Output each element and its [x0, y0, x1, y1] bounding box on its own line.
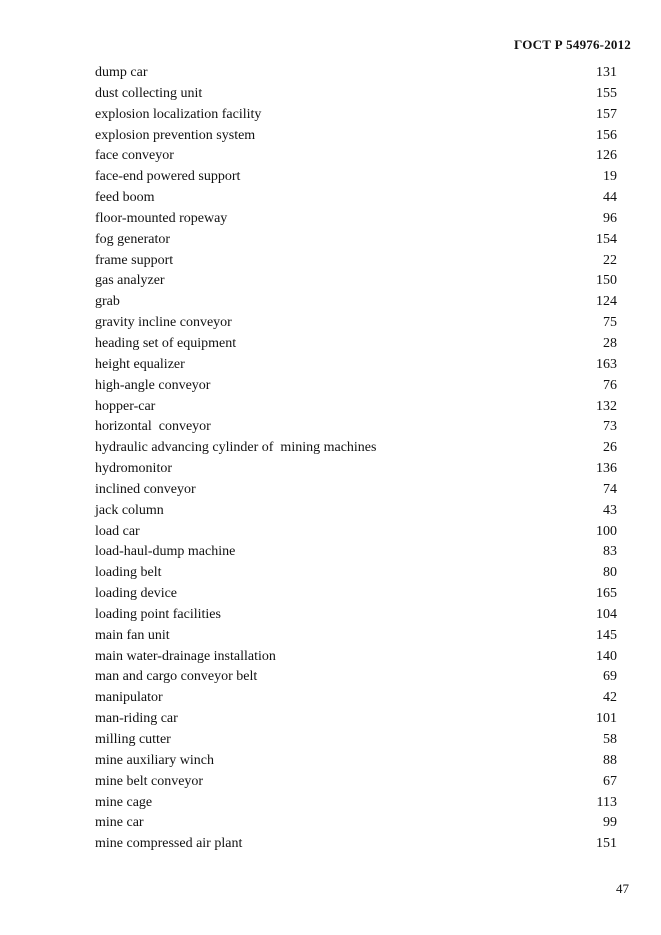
index-page-ref: 101 — [596, 711, 617, 727]
index-entry — [95, 751, 617, 772]
index-entry — [95, 688, 617, 709]
index-term: load-haul-dump machine — [95, 544, 236, 560]
index-term: frame support — [95, 252, 174, 268]
index-term: dust collecting unit — [95, 85, 203, 101]
index-term: mine car — [95, 815, 144, 831]
index-entry — [95, 834, 617, 855]
index-term: high-angle conveyor — [95, 377, 211, 393]
index-term: heading set of equipment — [95, 335, 237, 351]
index-page-ref: 58 — [603, 732, 617, 747]
index-page-ref: 151 — [596, 836, 617, 852]
index-term: floor-mounted ropeway — [95, 210, 228, 226]
index-entry — [95, 63, 617, 84]
index-page-ref: 43 — [603, 502, 617, 518]
index-term: manipulator — [95, 690, 163, 706]
index-term: gravity incline conveyor — [95, 315, 232, 331]
index-term: milling cutter — [95, 732, 171, 747]
index-entry — [95, 793, 617, 814]
index-page-ref: 155 — [596, 85, 617, 101]
index-entry — [95, 563, 617, 584]
index-page-ref: 140 — [596, 648, 617, 664]
index-page-ref: 19 — [603, 169, 617, 185]
index-entry — [95, 313, 617, 334]
index-entry — [95, 417, 617, 438]
index-entry — [95, 542, 617, 563]
index-term: mine auxiliary winch — [95, 752, 214, 768]
index-term: man-riding car — [95, 711, 178, 727]
index-entry — [95, 813, 617, 834]
index-term: hydraulic advancing cylinder of mining machines — [95, 440, 377, 456]
index-term: load car — [95, 523, 140, 539]
index-term: gas analyzer — [95, 273, 165, 289]
index-page-ref: 76 — [603, 377, 617, 393]
index-entry — [95, 84, 617, 105]
index-term: man and cargo conveyor belt — [95, 669, 258, 685]
index-term: dump car — [95, 65, 148, 80]
index-entry — [95, 480, 617, 501]
index-entry — [95, 376, 617, 397]
index-term: fog generator — [95, 231, 171, 247]
index-page-ref: 132 — [596, 398, 617, 414]
index-page-ref: 126 — [596, 148, 617, 164]
index-page-ref: 163 — [596, 356, 617, 372]
index-page-ref: 42 — [603, 690, 617, 706]
index-entry — [95, 459, 617, 480]
index-page-ref: 73 — [603, 419, 617, 435]
document-header-standard-id: ГОСТ Р 54976-2012 — [514, 37, 631, 52]
index-page-ref: 157 — [596, 106, 617, 122]
index-term: face-end powered support — [95, 169, 241, 185]
index-page-ref: 67 — [603, 773, 617, 789]
index-term: mine cage — [95, 794, 153, 810]
index-page-ref: 145 — [596, 627, 617, 643]
index-page-ref: 104 — [596, 606, 617, 622]
index-page-ref: 75 — [603, 315, 617, 331]
index-term: mine compressed air plant — [95, 836, 243, 852]
index-page-ref: 165 — [596, 586, 617, 602]
index-term: inclined conveyor — [95, 481, 196, 497]
index-entry — [95, 188, 617, 209]
index-term: loading belt — [95, 565, 162, 581]
index-page-ref: 28 — [603, 335, 617, 351]
index-page-ref: 150 — [596, 273, 617, 289]
index-entry — [95, 334, 617, 355]
index-entry — [95, 438, 617, 459]
index-term: main fan unit — [95, 627, 170, 643]
index-entry — [95, 730, 617, 751]
index-entry — [95, 167, 617, 188]
index-entry — [95, 292, 617, 313]
index-page-ref: 113 — [596, 794, 617, 810]
index-term: mine belt conveyor — [95, 773, 204, 789]
index-term: main water-drainage installation — [95, 648, 276, 664]
index-term: hydromonitor — [95, 461, 172, 477]
index-entry — [95, 126, 617, 147]
index-page-ref: 83 — [603, 544, 617, 560]
index-page-ref: 88 — [603, 752, 617, 768]
index-entry — [95, 667, 617, 688]
index-entry — [95, 355, 617, 376]
index-term: loading device — [95, 586, 178, 602]
index-page-ref: 100 — [596, 523, 617, 539]
index-page-ref: 44 — [603, 190, 617, 206]
index-entry — [95, 772, 617, 793]
index-entry — [95, 209, 617, 230]
index-term: explosion localization facility — [95, 106, 262, 122]
index-entry — [95, 230, 617, 251]
index-term: feed boom — [95, 190, 155, 206]
index-term: explosion prevention system — [95, 127, 256, 143]
index-entry — [95, 626, 617, 647]
index-page-ref: 74 — [603, 481, 617, 497]
index-term: hopper-car — [95, 398, 156, 414]
index-entry — [95, 146, 617, 167]
index-term: jack column — [95, 502, 164, 518]
index-page-ref: 136 — [596, 461, 617, 477]
index-page-ref: 26 — [603, 440, 617, 456]
page-number: 47 — [616, 881, 629, 896]
index-page-ref: 69 — [603, 669, 617, 685]
index-term: grab — [95, 294, 120, 310]
index-term: face conveyor — [95, 148, 174, 164]
term-index-list — [95, 63, 617, 855]
index-page-ref: 131 — [596, 65, 617, 80]
index-entry — [95, 522, 617, 543]
index-entry — [95, 647, 617, 668]
index-term: height equalizer — [95, 356, 185, 372]
index-page-ref: 154 — [596, 231, 617, 247]
index-page-ref: 96 — [603, 210, 617, 226]
index-entry — [95, 605, 617, 626]
index-entry — [95, 501, 617, 522]
index-term: loading point facilities — [95, 606, 221, 622]
index-page-ref: 22 — [603, 252, 617, 268]
index-entry — [95, 397, 617, 418]
index-entry — [95, 105, 617, 126]
index-page-ref: 80 — [603, 565, 617, 581]
index-page-ref: 99 — [603, 815, 617, 831]
index-page-ref: 156 — [596, 127, 617, 143]
index-entry — [95, 709, 617, 730]
index-entry — [95, 251, 617, 272]
index-page-ref: 124 — [596, 294, 617, 310]
index-entry — [95, 584, 617, 605]
index-term: horizontal conveyor — [95, 419, 211, 435]
index-entry — [95, 271, 617, 292]
